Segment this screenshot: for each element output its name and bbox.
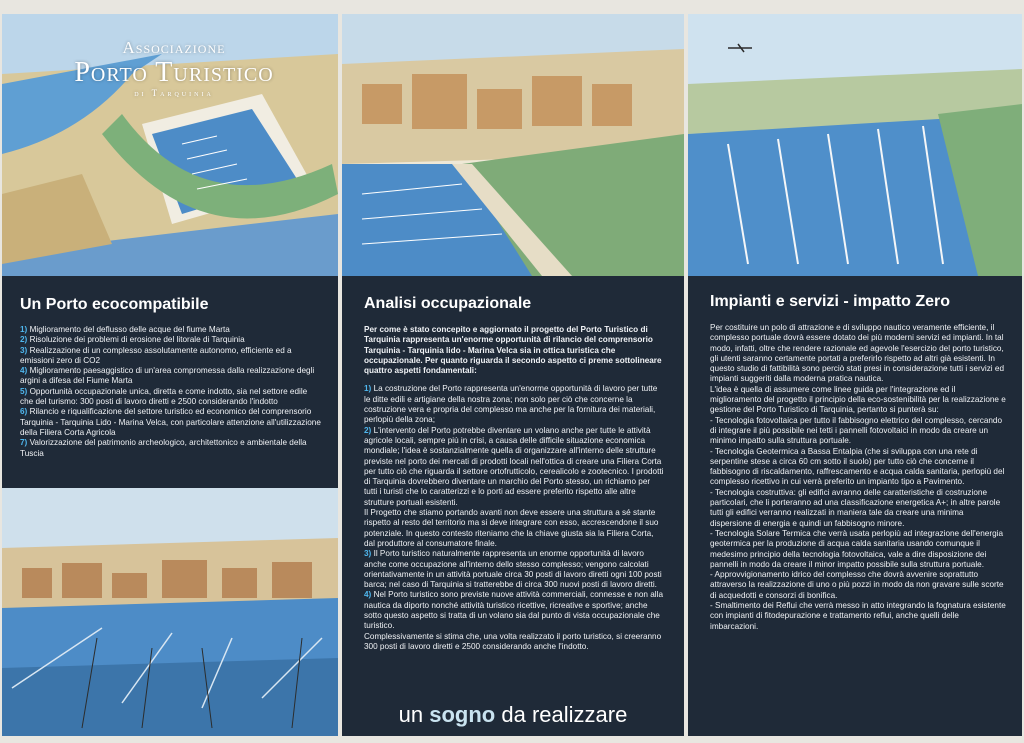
association-logo <box>24 38 324 98</box>
list-item <box>20 335 322 345</box>
panel-analisi-occupazionale <box>342 14 684 736</box>
item-text: Miglioramento paesaggistico di un'area compromessa dalla realizzazione degli argini a difesa del Fiume Marta <box>20 366 315 386</box>
item-text: Complessivamente si stima che, una volta realizzato il porto turistico, si creeranno 300 posti di lavoro diretti e 2500 considerando anche l'indotto. <box>364 631 662 651</box>
item-text: Rilancio e riqualificazione del settore turistico ed economico del comprensorio Tarquinia - Tarquinia Lido - Marina Velca, con particolare attenzione all'utilizzazione della Filiera Corta Agricola <box>20 407 321 437</box>
item-number: 7) <box>20 438 28 448</box>
item-text: L'intervento del Porto potrebbe diventare un volano anche per tutte le attività agricole locali, sempre più in crisi, a causa delle difficile situazione economica mondiale; l'idea è sostanzialmente quella di organizzare all'interno delle strutture previste nel porto dei mercati di prodotti locali nell'ottica di creare una Filiera Corta per tutto ciò che riguarda il settore ortofrutticolo, cerealicolo e zootecnico. I prodotti di Tarquinia dovrebbero diventare un marchio del Porto stesso, un richiamo per tutti i turisti che lo caratterizzi e lo porti ad essere preferito rispetto alle altre strutture portuali esistenti. <box>364 425 664 507</box>
list-item <box>364 508 664 549</box>
paragraph: L'idea è quella di assumere come linee guida per l'integrazione ed il miglioramento del progetto il principio della eco-sostenibilità per la realizzazione e gestione del Porto Turistico di Tarquinia, pertanto si punterà su: <box>710 384 1006 415</box>
item-text: Valorizzazione del patrimonio archeologico, architettonico e ambientale della Tuscia <box>20 438 307 458</box>
slogan-part-3: da realizzare <box>495 702 628 727</box>
list-item <box>20 325 322 335</box>
panel2-body <box>364 325 664 652</box>
item-number: 2) <box>20 335 28 345</box>
item-text: Opportunità occupazionale unica, diretta e come indotto, sia nel settore edile che del turismo: 300 posti di lavoro diretti e 2500 considerando l'indotto <box>20 386 308 407</box>
paragraph: Per costituire un polo di attrazione e di sviluppo nautico veramente efficiente, il complesso portuale dovrà essere dotato dei più moderni servizi ed impianti. In tal modo, infatti, oltre che rendere razionale ed agevole l'esercizio del porto turistico, gli utenti saranno certamente portati a preferirlo rispetto ad altri già esistenti. In questo studio di fattibilità sono perciò stati presi in considerazione tutti i servizi ed impianti suggeriti dalla moderna pratica nautica. <box>710 323 1004 384</box>
bullet-fotovoltaica: - Tecnologia fotovoltaica per tutto il fabbisogno elettrico del complesso, cercando di integrare il più possibile nei tetti i pannelli fotovoltaici in modo da creare un minimo impatto sulla struttura portuale. <box>710 415 1003 446</box>
item-number: 4) <box>20 366 28 376</box>
list-item <box>20 366 322 387</box>
marina-docks-illustration <box>688 14 1022 276</box>
list-item <box>364 632 664 653</box>
slogan-emphasis: sogno <box>429 702 496 727</box>
bullet-geotermica: - Tecnologia Geotermica a Bassa Entalpia (che si sviluppa con una rete di serpentine stese a circa 60 cm sotto il suolo) per tutto ciò che concerne il fabbisogno di riscaldamento, raffrescamento e acqua calda sanitaria, perlopiù del complesso ricettivo in cui verrà preferito un impianto tipo a Pavimento. <box>710 446 1005 487</box>
harbor-town-illustration <box>342 14 684 276</box>
panel1-title: Un Porto ecocompatibile <box>20 296 209 313</box>
list-item <box>20 387 322 408</box>
bullet-approvvigionamento: - Approvvigionamento idrico del complesso che dovrà avvenire soprattutto attraverso la realizzazione di uno o più pozzi in modo da non gravare sulle scorte di acquedotti e consorzi di bonifica. <box>710 570 1004 600</box>
item-number: 3) <box>20 345 28 355</box>
panel3-title: Impianti e servizi - impatto Zero <box>710 293 951 310</box>
list-item <box>20 346 322 367</box>
bullet-solare-termica: - Tecnologia Solare Termica che verrà usata perlopiù ad integrazione dell'energia geotermica per la produzione di acqua calda sanitaria usando comunque il medesimo principio della tecnologia fotovoltaica, vale a dire disposizione dei pannelli in modo da creare il minor impatto possibile sulla struttura portuale. <box>710 528 1003 569</box>
panel2-title: Analisi occupazionale <box>364 295 532 312</box>
marina-illustration <box>2 488 338 736</box>
item-text: Miglioramento del deflusso delle acque del fiume Marta <box>29 325 230 334</box>
item-text: Nel Porto turistico sono previste nuove attività commerciali, connesse e non alla nautica da diporto nonché attività turistico ricettive, ricreative e sportive; anche sotto questo aspetto si tratta di un volano sia dal punto di vista occupazionale che turistico. <box>364 590 663 631</box>
panel1-list <box>20 325 322 459</box>
panel3-body <box>710 323 1006 632</box>
slogan <box>342 702 684 728</box>
list-item <box>364 590 664 631</box>
slogan-part-1: un <box>398 702 430 727</box>
item-text: Realizzazione di un complesso assolutamente autonomo, efficiente ed a emissioni zero di CO2 <box>20 345 292 365</box>
item-number: 1) <box>364 384 372 394</box>
bullet-costruttiva: - Tecnologia costruttiva: gli edifici avranno delle caratteristiche di costruzione particolari, che li porteranno ad una classificazione energetica A+; in altre parole tutti gli edifici verranno realizzati in maniera tale da creare una minima dispersione di energia e quindi un fabbisogno minore. <box>710 487 1001 528</box>
logo-line-1: Associazione <box>122 38 226 57</box>
item-text: Il Progetto che stiamo portando avanti non deve essere una struttura a sé stante rispetto al resto del territorio ma si deve integrare con esso, accrescendone il suo potenziale. In questo contesto riteniamo che la chiave giusta sia la Filiera Corta, dal produttore al consumatore finale. <box>364 508 659 548</box>
item-number: 5) <box>20 386 28 396</box>
logo-line-3: di Tarquinia <box>134 88 214 98</box>
item-number: 6) <box>20 407 28 417</box>
list-item <box>20 407 322 438</box>
item-number: 2) <box>364 425 372 435</box>
item-number: 3) <box>364 549 372 559</box>
list-item <box>364 549 664 590</box>
item-text: Risoluzione dei problemi di erosione del litorale di Tarquinia <box>29 335 245 345</box>
item-number: 4) <box>364 590 372 600</box>
item-text: Il Porto turistico naturalmente rappresenta un enorme opportunità di lavoro anche come occupazione all'interno dello stesso complesso; vengono calcolati orientativamente in un attività portuale circa 30 posti di lavoro diretti ogni 100 posti barca; nel caso di Tarquinia si tratterebbe di circa 300 nuovi posti di lavoro diretti. <box>364 549 662 590</box>
panel-impianti-servizi <box>688 14 1022 736</box>
bullet-smaltimento: - Smaltimento dei Reflui che verrà messo in atto integrando la fognatura esistente con impianti di fitodepurazione e trattamento reflui, anche quelli delle imbarcazioni. <box>710 601 1006 631</box>
list-item <box>364 426 664 508</box>
item-text: La costruzione del Porto rappresenta un'enorme opportunità di lavoro per tutte le ditte edili e artigiane della nostra zona; non solo per ciò che concerne la costruzione vera e propria del complesso ma anche per la fornitura dei materiali, perlopiù della zona; <box>364 384 658 425</box>
panel-ecocompatibile <box>2 14 338 736</box>
list-item <box>364 384 664 425</box>
list-item <box>20 438 322 459</box>
panel2-intro: Per come è stato concepito e aggiornato il progetto del Porto Turistico di Tarquinia rappresenta un'enorme opportunità di rilancio del comprensorio Tarquinia - Tarquinia lido - Marina Velca sia in ottica turistica che occupazionale. Per quanto riguarda il secondo aspetto ci preme sottolineare quattro aspetti fondamentali: <box>364 325 662 376</box>
logo-line-2: Porto Turistico <box>74 57 274 88</box>
item-number: 1) <box>20 325 28 334</box>
